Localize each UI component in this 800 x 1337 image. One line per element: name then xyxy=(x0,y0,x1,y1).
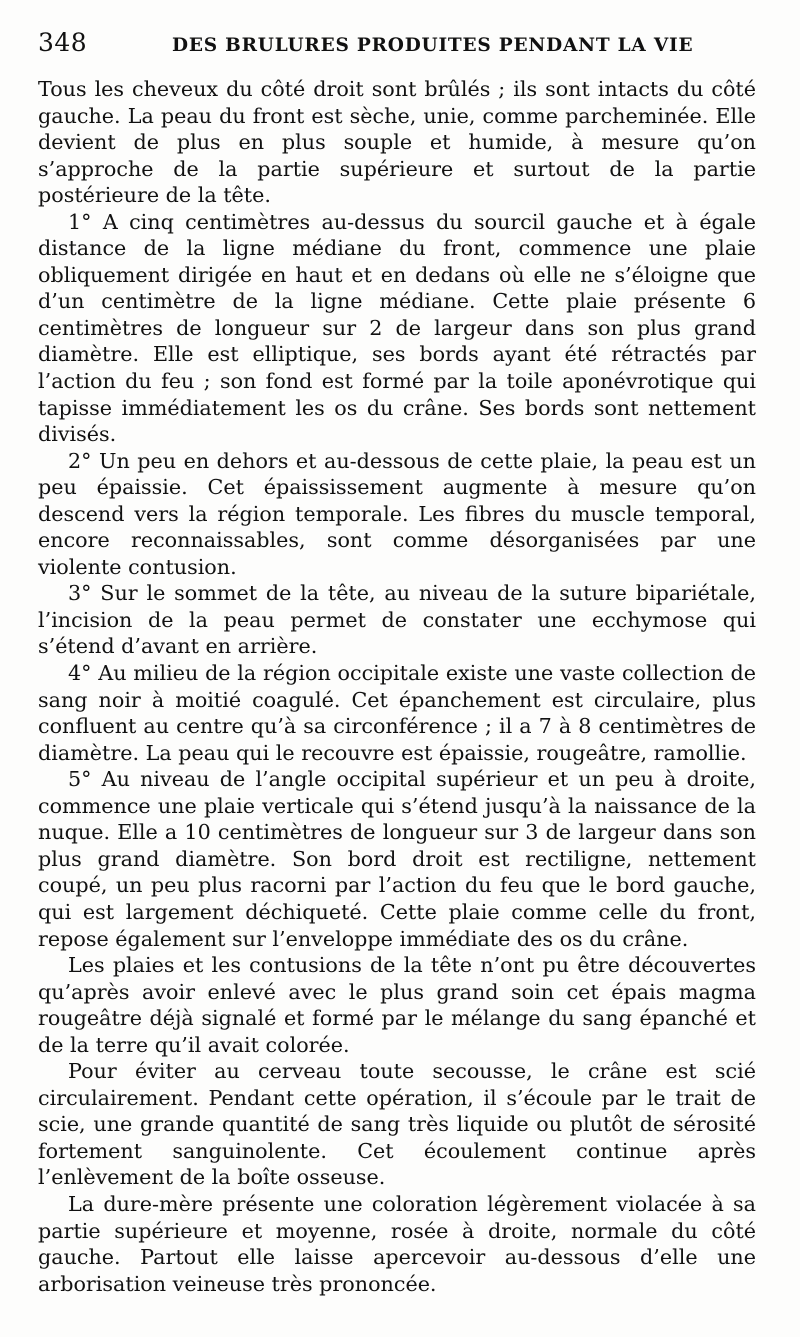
page-number: 348 xyxy=(38,28,88,57)
paragraph-item-4: 4° Au milieu de la région occipitale existe une vaste collection de sang noir à moitié coagulé. Cet épanchement est circulaire, plus confluent au centre qu’à sa circonférence ; il a 7 à 8 centimètres de diamètre. La peau qui le recouvre est épaissie, rougeâtre, ramollie. xyxy=(38,661,756,765)
paragraph-hair: Tous les cheveux du côté droit sont brûlés ; ils sont intacts du côté gauche. La peau du front est sèche, unie, comme parcheminée. Elle devient de plus en plus souple et humide, à mesure qu’on s’approche de la partie supérieure et surtout de la partie postérieure de la tête. xyxy=(38,77,756,208)
running-title: DES BRULURES PRODUITES PENDANT LA VIE xyxy=(172,35,694,56)
paragraph-item-1: 1° A cinq centimètres au-dessus du sourcil gauche et à égale distance de la ligne médiane du front, commence une plaie obliquement dirigée en haut et en dedans où elle ne s’éloigne que d’un centimètre de la ligne médiane. Cette plaie présente 6 centimètres de longueur sur 2 de largeur dans son plus grand diamètre. Elle est elliptique, ses bords ayant été rétractés par l’action du feu ; son fond est formé par la toile aponévrotique qui tapisse immédiatement les os du crâne. Ses bords sont nettement divisés. xyxy=(38,209,756,447)
paragraph-dura-mater: La dure-mère présente une coloration légèrement violacée à sa partie supérieure et moyenne, rosée à droite, normale du côté gauche. Partout elle laisse apercevoir au-dessous d’elle une arborisation veineuse très prononcée. xyxy=(38,1191,756,1296)
paragraph-item-3: 3° Sur le sommet de la tête, au niveau de la suture bipariétale, l’incision de la peau permet de constater une ecchymose qui s’étend d’avant en arrière. xyxy=(38,581,756,659)
paragraph-item-5: 5° Au niveau de l’angle occipital supérieur et un peu à droite, commence une plaie verticale qui s’étend jusqu’à la naissance de la nuque. Elle a 10 centimètres de longueur sur 3 de largeur dans son plus grand diamètre. Son bord droit est rectiligne, nettement coupé, un peu plus racorni par l’action du feu que le bord gauche, qui est largement déchiqueté. Cette plaie comme celle du front, repose également sur l’enveloppe immédiate des os du crâne. xyxy=(38,767,756,951)
running-head xyxy=(38,28,756,62)
paragraph-wounds-discovery: Les plaies et les contusions de la tête n’ont pu être découvertes qu’après avoir enlevé avec le plus grand soin cet épais magma rougeâtre déjà signalé et formé par le mélange du sang épanché et de la terre qu’il avait colorée. xyxy=(38,953,756,1057)
body-text xyxy=(38,76,756,1297)
paragraph-item-2: 2° Un peu en dehors et au-dessous de cette plaie, la peau est un peu épaissie. Cet épaississement augmente à mesure qu’on descend vers la région temporale. Les fibres du muscle temporal, encore reconnaissables, sont comme désorganisées par une violente contusion. xyxy=(38,448,756,579)
paragraph-skull-sawing: Pour éviter au cerveau toute secousse, le crâne est scié circulairement. Pendant cette opération, il s’écoule par le trait de scie, une grande quantité de sang très liquide ou plutôt de sérosité fortement sanguinolente. Cet écoulement continue après l’enlèvement de la boîte osseuse. xyxy=(38,1059,756,1190)
